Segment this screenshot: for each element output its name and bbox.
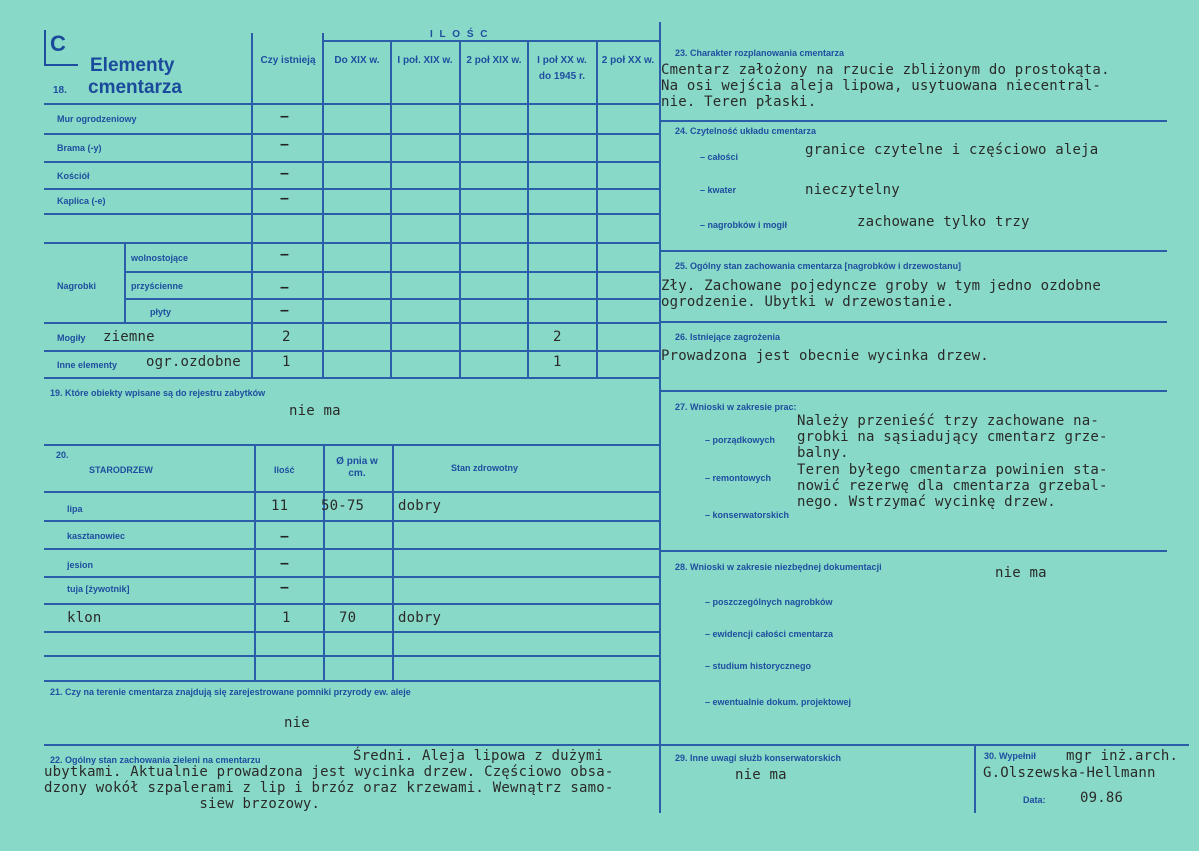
divider xyxy=(254,444,256,680)
divider xyxy=(659,120,1167,122)
divider xyxy=(124,298,659,300)
divider xyxy=(392,444,394,680)
inne-czy: 1 xyxy=(282,354,291,370)
s22-label: 22. Ogólny stan zachowania zieleni na cmentarzu xyxy=(50,755,261,765)
divider xyxy=(44,161,659,163)
divider xyxy=(44,133,659,135)
inne-xx1: 1 xyxy=(553,354,562,370)
row-label-kosciol: Kościół xyxy=(57,171,90,181)
s27-sub-konserwatorskich: – konserwatorskich xyxy=(705,510,790,520)
divider xyxy=(124,242,126,323)
s20-row-jesion-name: jesion xyxy=(67,560,94,570)
s20-header-stan: Stan zdrowotny xyxy=(451,463,518,473)
divider xyxy=(44,242,659,244)
s20-row-klon-ilosc: 1 xyxy=(282,610,291,626)
inne-label: Inne elementy xyxy=(57,360,118,370)
nagrobki-label: Nagrobki xyxy=(57,281,97,291)
s20-row-tuja-ilosc: – xyxy=(280,579,289,596)
divider xyxy=(44,350,659,352)
s24-row-nagrobkow-value: zachowane tylko trzy xyxy=(857,214,1030,230)
header-czy: Czy istnieją xyxy=(260,55,316,66)
header-col4: I poł XX w. do 1945 r. xyxy=(537,55,587,82)
nagrobki-sub-plyty: płyty xyxy=(150,307,172,317)
row-czy-brama: – xyxy=(280,136,289,153)
card-title-line1: Elementy xyxy=(90,55,175,76)
s30-value-line1: mgr inż.arch. xyxy=(1066,748,1179,764)
s20-row-klon-pnia: 70 xyxy=(339,610,357,626)
s23-value: Cmentarz założony na rzucie zbliżonym do prostokąta. Na osi wejścia aleja lipowa, usytuowana niecentral- nie. Teren płaski. xyxy=(661,62,1110,110)
s20-row-lipa-name: lipa xyxy=(67,504,83,514)
s20-number: 20. xyxy=(56,450,69,460)
nagrobki-czy-plyty: – xyxy=(280,302,289,319)
divider xyxy=(44,576,659,578)
s28-sub-ewidencji: – ewidencji całości cmentarza xyxy=(705,629,834,639)
divider xyxy=(322,33,324,378)
mogily-xx1: 2 xyxy=(553,329,562,345)
section-number: 18. xyxy=(53,85,67,96)
s28-value: nie ma xyxy=(995,565,1047,581)
divider xyxy=(44,103,659,105)
s24-row-calosci-label: – całości xyxy=(700,152,739,162)
s27-label: 27. Wnioski w zakresie prac: xyxy=(675,402,797,412)
s26-value: Prowadzona jest obecnie wycinka drzew. xyxy=(661,348,989,364)
s19-label: 19. Które obiekty wpisane są do rejestru zabytków xyxy=(50,388,266,398)
s25-value: Zły. Zachowane pojedyncze groby w tym jedno ozdobne ogrodzenie. Ubytki w drzewostanie. xyxy=(661,278,1102,310)
s21-value: nie xyxy=(284,715,310,731)
divider xyxy=(44,744,659,746)
divider xyxy=(44,444,659,446)
divider xyxy=(659,250,1167,252)
divider xyxy=(390,40,392,378)
s19-value: nie ma xyxy=(289,403,341,419)
divider xyxy=(124,271,659,273)
mogily-label: Mogiły xyxy=(57,333,86,343)
s27-value-remontowych: Teren byłego cmentarza powinien sta- nowić rezerwę dla cmentarza grzebal- nego. Wstrzymać wycinkę drzew. xyxy=(797,462,1108,510)
card-title-line2: cmentarza xyxy=(88,77,182,98)
s20-row-lipa-pnia: 50-75 xyxy=(321,498,365,514)
s20-header-name: STARODRZEW xyxy=(89,465,153,475)
s20-row-lipa-ilosc: 11 xyxy=(271,498,289,514)
s27-value-porzadkowych: Należy przenieść trzy zachowane na- grobki na sąsiadujący cmentarz grze- balny. xyxy=(797,413,1108,461)
divider xyxy=(527,40,529,378)
s22-value-first: Średni. Aleja lipowa z dużymi xyxy=(353,748,604,764)
row-czy-kaplica: – xyxy=(280,190,289,207)
s30-date-label: Data: xyxy=(1023,795,1046,805)
divider xyxy=(44,213,659,215)
divider xyxy=(44,520,659,522)
s27-sub-porzadkowych: – porządkowych xyxy=(705,435,776,445)
s20-row-kasztanowiec-ilosc: – xyxy=(280,528,289,545)
inne-typed: ogr.ozdobne xyxy=(146,354,241,370)
nagrobki-sub-przyscienne: przyścienne xyxy=(131,281,184,291)
s20-row-klon-stan: dobry xyxy=(398,610,442,626)
s28-sub-studium: – studium historycznego xyxy=(705,661,812,671)
s20-row-kasztanowiec-name: kasztanowiec xyxy=(67,531,126,541)
divider xyxy=(659,390,1167,392)
mogily-typed: ziemne xyxy=(103,329,155,345)
s20-row-lipa-stan: dobry xyxy=(398,498,442,514)
s24-label: 24. Czytelność układu cmentarza xyxy=(675,126,817,136)
header-col1: Do XIX w. xyxy=(334,55,380,66)
header-col2: I poł. XIX w. xyxy=(397,55,453,66)
s28-sub-projektowej: – ewentualnie dokum. projektowej xyxy=(705,697,852,707)
s20-row-jesion-ilosc: – xyxy=(280,555,289,572)
s24-row-kwater-label: – kwater xyxy=(700,185,737,195)
s29-label: 29. Inne uwagi służb konserwatorskich xyxy=(675,753,842,763)
divider xyxy=(44,548,659,550)
s21-label: 21. Czy na terenie cmentarza znajdują się zarejestrowane pomniki przyrody ew. aleje xyxy=(50,687,411,697)
divider xyxy=(659,744,1189,746)
nagrobki-sub-wolnostojace: wolnostojące xyxy=(131,253,189,263)
nagrobki-czy-wolnostojace: – xyxy=(280,246,289,263)
divider xyxy=(459,40,461,378)
s20-row-klon-name: klon xyxy=(67,610,102,626)
row-label-mur: Mur ogrodzeniowy xyxy=(57,114,137,124)
row-czy-kosciol: – xyxy=(280,165,289,182)
s30-label: 30. Wypełnił xyxy=(984,751,1036,761)
section-letter: C xyxy=(50,31,66,56)
s26-label: 26. Istniejące zagrożenia xyxy=(675,332,781,342)
row-label-brama: Brama (-y) xyxy=(57,143,102,153)
mogily-czy: 2 xyxy=(282,329,291,345)
row-label-kaplica: Kaplica (-e) xyxy=(57,196,106,206)
s30-date-value: 09.86 xyxy=(1080,790,1124,806)
divider xyxy=(974,744,976,813)
divider xyxy=(44,322,659,324)
row-czy-mur: – xyxy=(280,108,289,125)
divider xyxy=(44,491,659,493)
divider xyxy=(659,22,661,813)
divider xyxy=(44,603,659,605)
divider xyxy=(44,631,659,633)
divider xyxy=(44,680,659,682)
s28-label: 28. Wnioski w zakresie niezbędnej dokumentacji xyxy=(675,562,882,572)
s24-row-kwater-value: nieczytelny xyxy=(805,182,900,198)
s27-sub-remontowych: – remontowych xyxy=(705,473,772,483)
nagrobki-czy-przyscienne: – xyxy=(280,279,289,296)
s20-header-pnia: Ø pnia w cm. xyxy=(336,456,378,479)
s23-label: 23. Charakter rozplanowania cmentarza xyxy=(675,48,845,58)
divider xyxy=(659,321,1167,323)
divider xyxy=(251,33,253,378)
header-ilosc: I L O Ś C xyxy=(430,29,490,40)
s24-row-nagrobkow-label: – nagrobków i mogił xyxy=(700,220,788,230)
divider xyxy=(323,444,325,680)
divider xyxy=(596,40,598,378)
divider xyxy=(659,550,1167,552)
s30-value-line2: G.Olszewska-Hellmann xyxy=(983,765,1156,781)
header-col5: 2 poł XX w. xyxy=(601,55,655,66)
divider xyxy=(44,188,659,190)
s28-sub-nagrobkow: – poszczególnych nagrobków xyxy=(705,597,833,607)
s20-header-ilosc: Ilość xyxy=(274,465,295,475)
s29-value: nie ma xyxy=(735,767,787,783)
s22-value-rest: ubytkami. Aktualnie prowadzona jest wycinka drzew. Częściowo obsa- dzony wokół szpalerami z lip i brzóz oraz krzewami. Wewnątrz samo- siew brzozowy. xyxy=(44,764,614,812)
header-col3: 2 poł XIX w. xyxy=(466,55,522,66)
divider xyxy=(323,40,659,42)
s24-row-calosci-value: granice czytelne i częściowo aleja xyxy=(805,142,1099,158)
divider xyxy=(44,377,659,379)
s25-label: 25. Ogólny stan zachowania cmentarza [nagrobków i drzewostanu] xyxy=(675,261,962,271)
divider xyxy=(44,655,659,657)
s20-row-tuja-name: tuja [żywotnik] xyxy=(67,584,130,594)
